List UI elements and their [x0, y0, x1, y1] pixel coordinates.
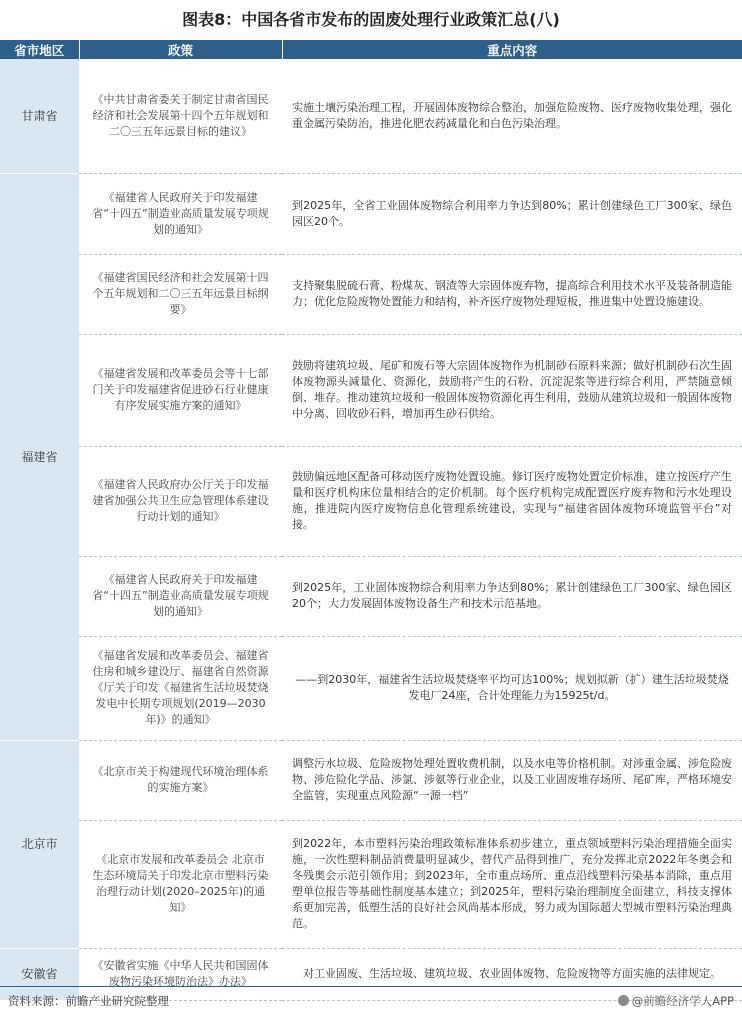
table-row: [0, 59, 742, 173]
policy-cell: 《北京市发展和改革委员会 北京市生态环境局关于印发北京市塑料污染治理行动计划(2020–2025年)的通知》: [79, 820, 282, 948]
table-row: [0, 556, 742, 636]
policy-cell: 《北京市关于构建现代环境治理体系的实施方案》: [79, 740, 282, 820]
content-cell: ——到2030年，福建省生活垃圾焚烧率平均可达100%；规划拟新（扩）建生活垃圾焚烧发电厂24座，合计处理能力为15925t/d。: [282, 636, 742, 740]
policy-cell: 《福建省人民政府关于印发福建省“十四五”制造业高质量发展专项规划的通知》: [79, 173, 282, 254]
content-cell: 到2022年，本市塑料污染治理政策标准体系初步建立，重点领域塑料污染治理措施全面实施，一次性塑料制品消费量明显减少，替代产品得到推广，充分发挥北京2022年冬奥会和冬残奥会示范引领作用；到2023年，全市重点场所、重点沿线塑料污染基本消除，重点用塑单位报告等基础性制度基本建立；到2025年，塑料污染治理制度全面建立，科技支撑体系更加完善，低塑生活的良好社会风尚基本形成，努力成为国际超大型城市塑料污染治理典范。: [282, 820, 742, 948]
content-cell: 实施土壤污染治理工程，开展固体废物综合整治，加强危险废物、医疗废物收集处理，强化重金属污染防治，推进化肥农药减量化和白色污染治理。: [282, 59, 742, 173]
table-header-row: [0, 40, 742, 59]
header-content: 重点内容: [282, 40, 742, 59]
content-cell: 对工业固废、生活垃圾、建筑垃圾、农业固体废物、危险废物等方面实施的法律规定。: [282, 948, 742, 1000]
content-cell: 鼓励将建筑垃圾、尾矿和废石等大宗固体废物作为机制砂石原料来源；做好机制砂石次生固体废物源头减量化、资源化，鼓励将产生的石粉、沉淀泥浆等进行综合利用，严禁随意倾倒、堆存。推动建筑垃圾和一般固体废物资源化再生利用，鼓励从建筑垃圾和一般固体废物中分离、回收砂石料，增加再生砂石供给。: [282, 334, 742, 446]
footer: [0, 986, 742, 1014]
policy-table: [0, 40, 742, 1001]
policy-cell: 《福建省发展和改革委员会等十七部门关于印发福建省促进砂石行业健康有序发展实施方案的通知》: [79, 334, 282, 446]
content-cell: 到2025年，工业固体废物综合利用率力争达到80%；累计创建绿色工厂300家、绿色园区20个；大力发展固体废物设备生产和技术示范基地。: [282, 556, 742, 636]
header-policy: 政策: [79, 40, 282, 59]
content-cell: 到2025年，全省工业固体废物综合利用率力争达到80%；累计创建绿色工厂300家、绿色园区20个。: [282, 173, 742, 254]
policy-cell: 《福建省人民政府办公厅关于印发福建省加强公共卫生应急管理体系建设行动计划的通知》: [79, 446, 282, 556]
region-anhui: 安徽省: [0, 948, 79, 1000]
brand-credit-text: @前瞻经济学人APP: [631, 994, 734, 1008]
content-cell: 支持聚集脱硫石膏、粉煤灰、钢渣等大宗固体废弃物，提高综合利用技术水平及装备制造能力；优化危险废物处置能力和结构，补齐医疗废物处理短板，推进集中处置设施建设。: [282, 254, 742, 334]
region-gansu: 甘肃省: [0, 59, 79, 173]
table-row: [0, 740, 742, 820]
policy-cell: 《中共甘肃省委关于制定甘肃省国民经济和社会发展第十四个五年规划和二〇三五年远景目标的建议》: [79, 59, 282, 173]
table-row: [0, 334, 742, 446]
policy-cell: 《安徽省实施《中华人民共和国固体废物污染环境防治法》办法》: [79, 948, 282, 1000]
region-beijing: 北京市: [0, 740, 79, 948]
header-region: 省市地区: [0, 40, 79, 59]
brand-credit: [618, 993, 734, 1009]
table-row: [0, 446, 742, 556]
policy-cell: 《福建省国民经济和社会发展第十四个五年规划和二〇三五年远景目标纲要》: [79, 254, 282, 334]
table-row: [0, 254, 742, 334]
table-row: [0, 820, 742, 948]
brand-logo-icon: [618, 995, 629, 1006]
source-note: 资料来源：前瞻产业研究院整理: [8, 994, 169, 1008]
region-fujian: 福建省: [0, 173, 79, 740]
policy-cell: 《福建省人民政府关于印发福建省“十四五”制造业高质量发展专项规划的通知》: [79, 556, 282, 636]
content-cell: 调整污水垃圾、危险废物处理处置收费机制，以及水电等价格机制。对涉重金属、涉危险废物、涉危险化学品、涉氯、涉氨等行业企业，以及工业固废堆存场所、尾矿库，严格环境安全监管，实现重点风险源“一源一档”: [282, 740, 742, 820]
table-row: [0, 173, 742, 254]
table-row: [0, 636, 742, 740]
policy-cell: 《福建省发展和改革委员会、福建省住房和城乡建设厅、福建省自然资源《厅关于印发《福建省生活垃圾焚烧发电中长期专项规划(2019—2030年)》的通知》: [79, 636, 282, 740]
content-cell: 鼓励偏远地区配备可移动医疗废物处置设施。修订医疗废物处置定价标准，建立按医疗产生量和医疗机构床位量相结合的定价机制。每个医疗机构完成配置医疗废弃物和污水处理设施，推进院内医疗废物信息化管理系统建设，实现与“福建省固体废物环境监管平台”对接。: [282, 446, 742, 556]
page-title: 图表8：中国各省市发布的固废处理行业政策汇总(八): [182, 10, 560, 29]
